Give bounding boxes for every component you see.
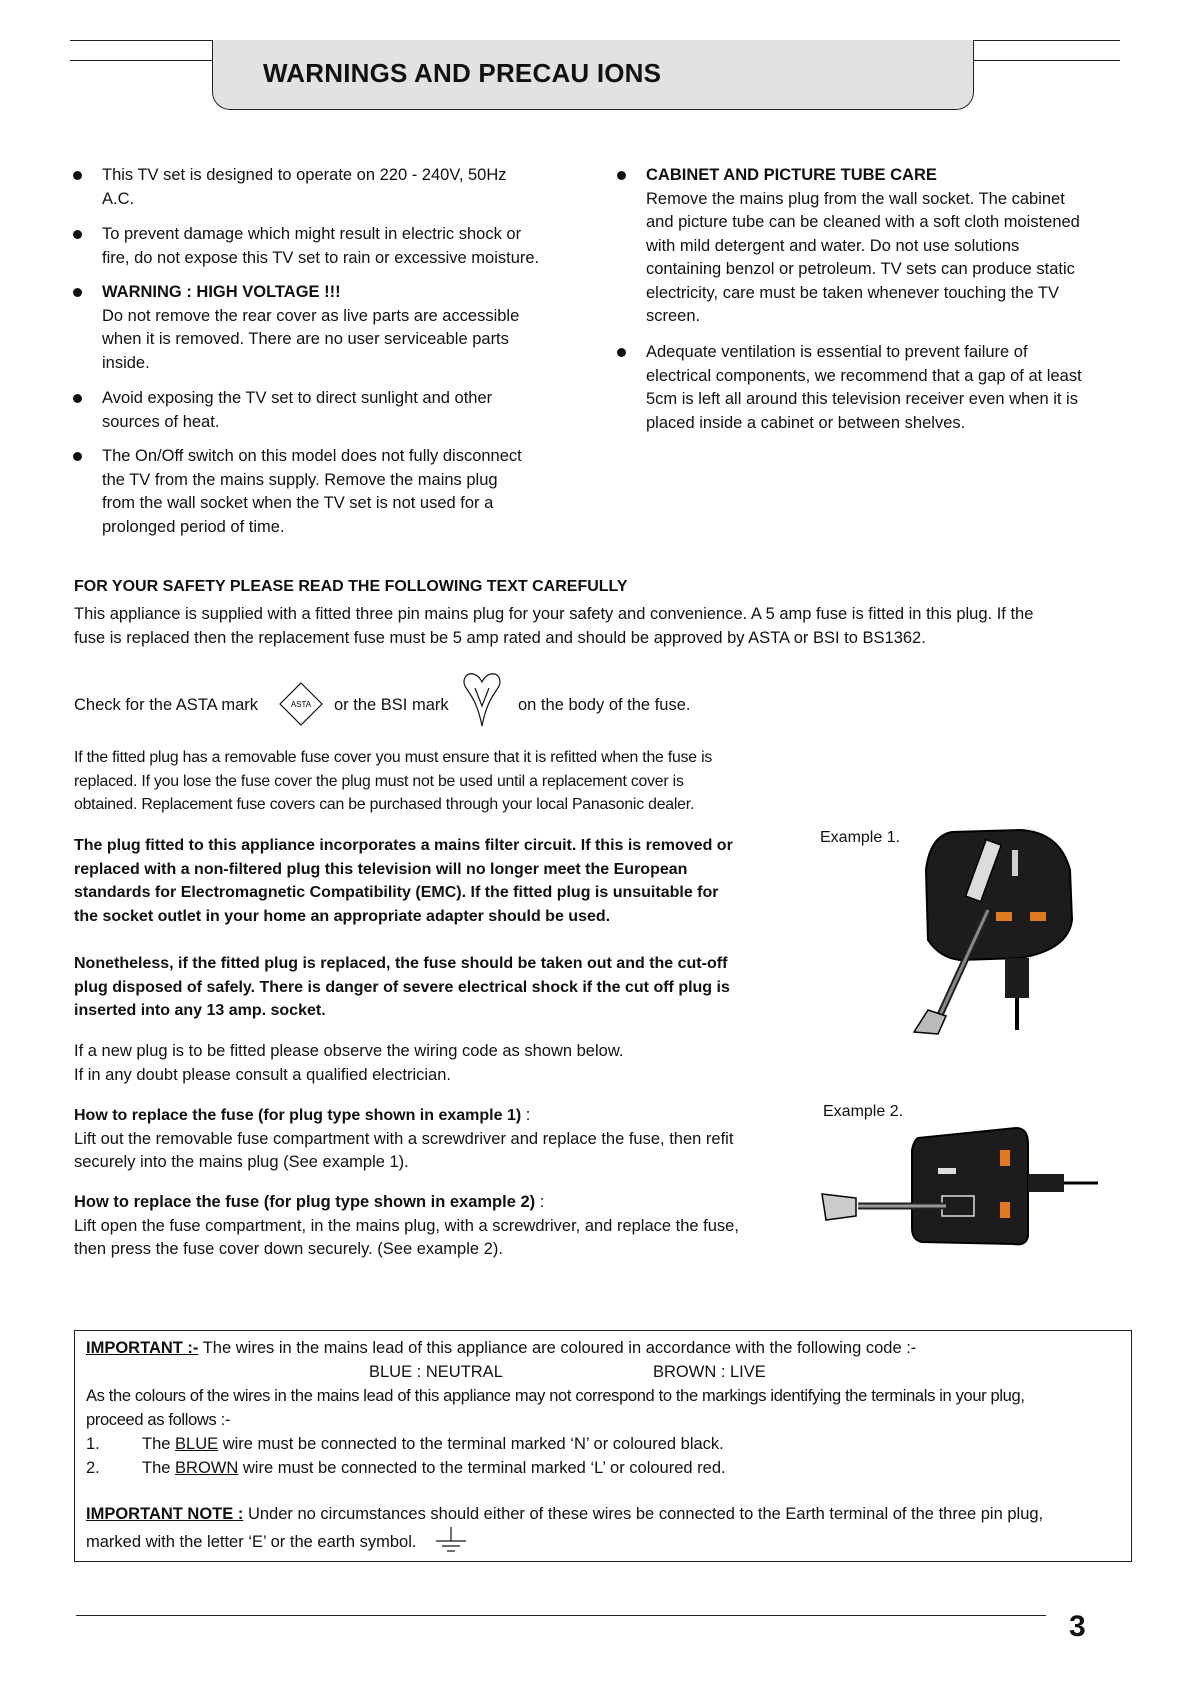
safety-intro: This appliance is supplied with a fitted three pin mains plug for your safety and convenience. A 5 amp fuse is fitted in this plug. If the fuse is replaced then the replacement fuse must be 5 amp rated and should be approved by ASTA or BSI to BS1362.: [74, 605, 1034, 647]
plug-example-2-illustration: [818, 1124, 1102, 1248]
header-tab: [212, 40, 974, 110]
left-bullet-warning: WARNING : HIGH VOLTAGE !!! Do not remove the rear cover as live parts are accessible when it is removed. There are no user serviceable parts inside.: [102, 281, 592, 375]
bullet-dot: [617, 348, 626, 357]
plug-example-1-illustration: [900, 820, 1080, 1040]
asta-mark-icon: [278, 681, 324, 727]
asta-logo-text: ASTA: [290, 700, 312, 709]
left-bullet-5: The On/Off switch on this model does not fully disconnect the TV from the mains supply. Remove the mains plug from the wall socket when the TV set is not used for a prolonged period of time.: [102, 445, 592, 539]
how2-heading: How to replace the fuse (for plug type shown in example 2): [74, 1193, 536, 1211]
header-rule-right-lower: [974, 60, 1120, 61]
page-number: 3: [1069, 1610, 1086, 1643]
important-intro: IMPORTANT :- The wires in the mains lead of this appliance are coloured in accordance with the following code :-: [86, 1339, 917, 1357]
important-label: IMPORTANT :-: [86, 1339, 199, 1357]
example-1-label: Example 1.: [820, 829, 901, 846]
cabinet-heading: CABINET AND PICTURE TUBE CARE: [646, 166, 937, 184]
right-bullet-ventilation: Adequate ventilation is essential to prevent failure of electrical components, we recommend that a gap of at least 5cm is left all around this television receiver even when it is placed inside a cabinet or between shelves.: [646, 341, 1126, 435]
wiring-item-2: 2. The BROWN wire must be connected to the terminal marked ‘L’ or coloured red.: [86, 1459, 726, 1477]
footer-rule: [76, 1615, 1046, 1616]
bullet-dot: [73, 394, 82, 403]
important-wiring-box: [74, 1330, 1132, 1562]
bullet-dot: [73, 230, 82, 239]
bullet-dot: [617, 171, 626, 180]
left-bullet-2: To prevent damage which might result in electric shock or fire, do not expose this TV set to rain or excessive moisture.: [102, 223, 592, 270]
safety-heading: FOR YOUR SAFETY PLEASE READ THE FOLLOWING TEXT CAREFULLY: [74, 578, 628, 595]
header-rule-right: [974, 40, 1120, 41]
warning-heading: WARNING : HIGH VOLTAGE !!!: [102, 283, 341, 301]
fuse-cover-paragraph: If the fitted plug has a removable fuse cover you must ensure that it is refitted when the fuse is replaced. If you lose the fuse cover the plug must not be used until a replacement cover is obtained. Replacement fuse covers can be purchased through your local Panasonic dealer.: [74, 749, 713, 813]
bullet-dot: [73, 452, 82, 461]
check-line: Check for the ASTA mark ASTA or the BSI mark on the body of the fuse.: [74, 694, 794, 734]
how-to-example-2: How to replace the fuse (for plug type shown in example 2) : Lift open the fuse compartment, in the mains plug, with a screwdriver, and replace the fuse, then press the fuse cover down securely. (See example 2).: [74, 1193, 739, 1258]
bullet-dot: [73, 171, 82, 180]
header-rule-left: [70, 40, 212, 41]
new-plug-paragraph: If a new plug is to be fitted please observe the wiring code as shown below. If in any doubt please consult a qualified electrician.: [74, 1042, 624, 1084]
right-bullet-cabinet: CABINET AND PICTURE TUBE CARE Remove the mains plug from the wall socket. The cabinet and picture tube can be cleaned with a soft cloth moistened with mild detergent and water. Do not use solutions containing benzol or petroleum. TV sets can produce static electricity, care must be taken whenever touching the TV screen.: [646, 164, 1126, 329]
example-2-label: Example 2.: [823, 1103, 904, 1120]
important-note: IMPORTANT NOTE : Under no circumstances should either of these wires be connected to the Earth terminal of the three pin plug, marked with the letter ‘E’ or the earth symbol.: [86, 1503, 1131, 1555]
filter-circuit-paragraph: The plug fitted to this appliance incorporates a mains filter circuit. If this is removed or replaced with a non-filtered plug this television will no longer meet the European standards for Electromagnetic Compatibility (EMC). If the fitted plug is unsuitable for the socket outlet in your home an appropriate adapter should be used.: [74, 837, 733, 925]
page-title: WARNINGS AND PRECAU IONS: [263, 58, 662, 88]
how-to-example-1: How to replace the fuse (for plug type shown in example 1) : Lift out the removable fuse compartment with a screwdriver and replace the fuse, then refit securely into the mains plug (See example 1).: [74, 1106, 734, 1171]
bullet-dot: [73, 288, 82, 297]
bsi-kitemark-icon: [462, 668, 502, 728]
colours-paragraph: As the colours of the wires in the mains lead of this appliance may not correspond to the markings identifying the terminals in your plug, proceed as follows :-: [86, 1387, 1025, 1429]
earth-symbol-icon: [433, 1527, 469, 1555]
left-bullet-4: Avoid exposing the TV set to direct sunlight and other sources of heat.: [102, 387, 592, 434]
how1-heading: How to replace the fuse (for plug type shown in example 1): [74, 1107, 522, 1124]
wire-code-blue: BLUE : NEUTRAL: [369, 1363, 503, 1381]
important-note-label: IMPORTANT NOTE :: [86, 1505, 244, 1523]
wiring-item-1: 1. The BLUE wire must be connected to the terminal marked ‘N’ or coloured black.: [86, 1435, 724, 1453]
header-rule-left-lower: [70, 60, 212, 61]
left-bullet-1: This TV set is designed to operate on 220 - 240V, 50Hz A.C.: [102, 164, 592, 211]
cutoff-plug-paragraph: Nonetheless, if the fitted plug is replaced, the fuse should be taken out and the cut-off plug disposed of safely. There is danger of severe electrical shock if the cut off plug is inserted into any 13 amp. socket.: [74, 955, 730, 1019]
wire-code-brown: BROWN : LIVE: [653, 1363, 766, 1381]
